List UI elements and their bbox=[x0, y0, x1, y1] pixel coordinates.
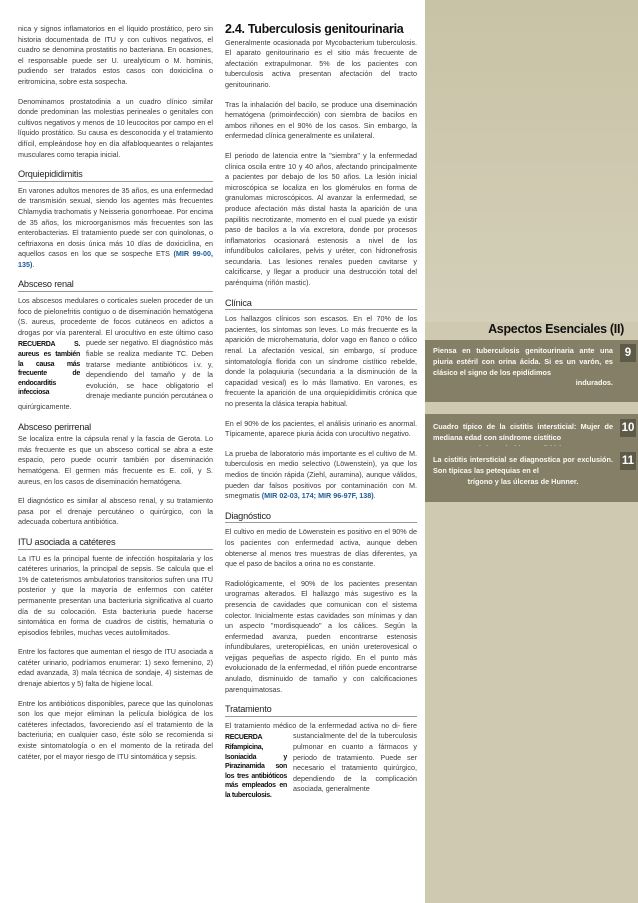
paragraph: Los hallazgos clínicos son escasos. En el 70% de los pacientes, los síntomas son leves. Lo más frecuente es la aparición de microhematuria, dolor vago en flanco o cólico renal. La afectación vesical, sin embargo, sí produce sintomatología florida con un síndrome cistítico rebelde, donde la polaquiuria (secundaria a la disminución de la capacidad vesical) es lo más llamativo. En varones, es frecuente la aparición de una orquiepididimitis crónica que no presenta la clásica terapia habitual. bbox=[225, 314, 417, 408]
paragraph bbox=[225, 449, 417, 502]
sidebar-item-9 bbox=[425, 340, 638, 402]
paragraph-text: fiere sustancialmente del de la tuberculosis pulmonar en cuanto a fármacos y periodo de tratamiento. Puede ser necesario el tratamiento quirúrgico, dependiendo de la complicación asociada, generalmente bbox=[293, 720, 418, 794]
paragraph: Generalmente ocasionada por Mycobacterium tuberculosis. El aparato genitourinario es el sitio más frecuente de afectación extrapulmonar. 5% de los pacientes con tuberculosis activa presentan afectación del tracto genitourinario. bbox=[225, 37, 417, 89]
paragraph: El periodo de latencia entre la "siembra" y la enfermedad clínica oscila entre 10 y 40 años, afectando principalmente a pacientes por debajo de los 50 años. La lesión inicial microscópica se localiza en los glomérulos en forma de granulomas microscópicos. Al avanzar la enfermedad, se produce afectación más distal hasta la aparición de una papilitis necrotizante, momento en el cual puede ya existir paso de bacilos a la vía excretora, donde por procesos inflamatorios ocasionará estenosis a nivel de los infundíbulos calicilares, pelvis y uréter, con hidronefrosis secundaria. Las lesiones renales pueden cavitarse y calcificarse, y llegar a producir una destrucción total del parénquima (riñón mastic). bbox=[225, 150, 417, 288]
paragraph-end: . bbox=[373, 491, 376, 501]
section-heading-tratamiento: Tratamiento bbox=[225, 704, 417, 717]
sidebar-item-text: Cuadro típico de la cistitis intersticial: Mujer de mediana edad con síndrome cistítico bbox=[433, 422, 613, 442]
section-heading-diagnostico: Diagnóstico bbox=[225, 511, 417, 524]
paragraph: Entre los antibióticos disponibles, parece que las quinolonas son los que mejor eliminan la película biológica de los catéteres infectados, favoreciendo así el tratamiento de la bacteriuria; en cualquier caso, éste sólo se recomienda si existe sintomatología o en el momento de la retirada del catéter, por el mayor riesgo de ITU sintomática y sepsis. bbox=[18, 698, 213, 761]
recuerda-callout: RECUERDA Rifampicina, Isoniacida y Pirazinamida son los tres antibióticos más empleados en la tuberculosis. bbox=[225, 734, 287, 799]
sidebar-item-text-end: indurados. bbox=[575, 378, 613, 388]
sidebar-item-text: La cistitis intersticial se diagnostica por exclusión. Son típicas las petequias en el bbox=[433, 455, 613, 475]
paragraph-text: El tratamiento médico de la enfermedad activa no di- bbox=[225, 720, 401, 730]
sidebar-item-text-end: trígono y las úlceras de Hunner. bbox=[467, 476, 579, 486]
paragraph bbox=[18, 186, 213, 271]
paragraph: Entre los factores que aumentan el riesgo de ITU asociada a catéter urinario, podríamos enumerar: 1) sexo femenino, 2) edad avanzada, 3) mala técnica de sondaje, 4) sistemas de drenaje abiertos y 5) falta de higiene local. bbox=[18, 647, 213, 689]
mir-reference: (MIR 99-00, 135) bbox=[18, 249, 213, 269]
paragraph: En el 90% de los pacientes, el análisis urinario es anormal. Típicamente, aparece piuria ácida con urocultivo negativo. bbox=[225, 418, 417, 439]
paragraph: Radiológicamente, el 90% de los pacientes presentan urogramas alterados. El hallazgo más sugestivo es la presencia de cavidades que comunican con el sistema colector. Inicialmente estas cavidades son mínimas y dan un aspecto "mordisqueado" a los cálices. Según la enfermedad avanza, pueden encontrarse estenosis infundibulares, ureteropiélicas, en unión ureterovesical o vejigas pequeñas de aspecto rígido. En el punto más evolucionado de la enfermedad, el riñón puede encontrarse anulado, disminuido de tamaño y con calcificaciones parenquimatosas. bbox=[225, 578, 417, 694]
section-heading-itu-cateteres: ITU asociada a catéteres bbox=[18, 537, 213, 550]
paragraph: El diagnóstico es similar al absceso renal, y su tratamiento pasa por el drenaje percutáneo o quirúrgico, con la adecuada cobertura antibiótica. bbox=[18, 496, 213, 527]
left-text-column bbox=[18, 24, 213, 771]
paragraph-text: Los abscesos medulares o corticales suelen proceder de un foco de pielonefritis contiguo o de diseminación hematógena (S. aureus, procedente de focos cutáneos en adictos a drogas por vía parenteral. El urocultivo en bbox=[18, 296, 213, 337]
paragraph: La ITU es la principal fuente de infección hospitalaria y los catéteres urinarios, la principal de sepsis. Se calcula que el 1% de cateterismos ambulatorios transitorios sufren una ITU posterior y que la mayoría de enfermos con catéter permanente presentan una bacteriuria significativa al cuarto día de su colocación. Esta bacteriuria puede hacerse sintomática en forma de cuadros de cistitis, hematuria o episodios febriles, muchas veces autolimitados. bbox=[18, 553, 213, 637]
recuerda-callout: RECUERDA S. aureus es también la causa más frecuente de endocarditis infecciosa bbox=[18, 341, 80, 397]
sidebar-item-11 bbox=[425, 446, 638, 502]
paragraph: Denominamos prostatodinia a un cuadro clínico similar donde predominan las molestias perineales o genitales con cultivos negativos y menos de 10 leucocitos por campo en el líquido prostático. Su causa es desconocida y el tratamiento difícil, empleándose hoy en día alfabloqueantes o relajantes musculares como terapia inicial. bbox=[18, 96, 213, 159]
paragraph bbox=[18, 296, 213, 413]
middle-text-column bbox=[225, 24, 417, 804]
paragraph-text: este último caso puede ser negativo. El diagnóstico más fiable se realiza mediante TC. Deben tratarse mediante antibióticos i.v. y, dependiendo del tamaño y de la evolución, se hace obligatorio el drenaje mediante punción percutánea o quirúrgicamente. bbox=[18, 327, 213, 411]
paragraph: nica y signos inflamatorios en el líquido prostático, pero sin historia documentada de ITU y con cultivos negativos, el cuadro se denomina prostatitis no bacteriana. En ocasiones, el responsable puede ser U. urealyticum o M. hominis, pudiendo ser tratados estos casos con doxiciclina o eritromicina, sobre esta sospecha. bbox=[18, 24, 213, 86]
section-title: 2.4. Tuberculosis genitourinaria bbox=[225, 22, 404, 36]
section-heading-clinica: Clínica bbox=[225, 298, 417, 311]
paragraph: El cultivo en medio de Löwenstein es positivo en el 90% de los pacientes con enfermedad activa, aunque deben obtenerse al menos tres muestras de días diferentes, ya que el paso de bacilos a orina no es constante. bbox=[225, 527, 417, 569]
section-heading-absceso-renal: Absceso renal bbox=[18, 279, 213, 292]
paragraph: Tras la inhalación del bacilo, se produce una diseminación hematógena (primoinfección) con siembra de bacilos en ambos riñones en el 90% de los casos. Sin embargo, la enfermedad clínica generalmente es unilateral. bbox=[225, 99, 417, 141]
paragraph bbox=[225, 720, 418, 799]
aspectos-esenciales-sidebar bbox=[425, 0, 638, 903]
sidebar-top-panel bbox=[425, 0, 638, 322]
sidebar-item-text: Piensa en tuberculosis genitourinaria ante una piuria estéril con orina ácida. Si es un varón, es clásico el signo de los epidídimos bbox=[433, 346, 613, 377]
paragraph-end: . bbox=[32, 259, 35, 269]
mir-reference: (MIR 02-03, 174; MIR 96-97F, 138) bbox=[261, 491, 374, 501]
section-heading-orquiepididimitis: Orquiepididimitis bbox=[18, 169, 213, 182]
paragraph-text: La prueba de laboratorio más importante es el cultivo de M. tuberculosis en medio selectivo (Löwenstein), ya que los medios de tinción rápida (Ziehl, auramina), aunque válidos, pueden dar falsos positivos por contaminación con M. smegmatis bbox=[225, 448, 417, 501]
paragraph: Se localiza entre la cápsula renal y la fascia de Gerota. Lo más frecuente es que un absceso cortical se abra a este espacio, pero puede ocurrir también por diseminación hematógena. El germen más frecuente es E. coli, y S. aureus, en los casos de diseminación hematógena. bbox=[18, 434, 213, 486]
item-number-badge: 11 bbox=[620, 452, 636, 470]
item-number-badge: 10 bbox=[620, 419, 636, 437]
section-heading-absceso-perirrenal: Absceso perirrenal bbox=[18, 421, 91, 432]
sidebar-title: Aspectos Esenciales (II) bbox=[488, 322, 624, 336]
paragraph-text: En varones adultos menores de 35 años, es una enfermedad de transmisión sexual, siendo los agentes más frecuentes Chlamydia trachomatis y Neisseria gonorrhoeae. Por encima de 35 años, los microorganismos más frecuentes son las enterobacterias. El tratamiento puede ser con quinolonas, o ceftriaxona en dosis única más 10 días de doxiciclina, en aquellos casos en los que se sospeche ETS bbox=[18, 185, 213, 259]
item-number-badge: 9 bbox=[620, 344, 636, 362]
